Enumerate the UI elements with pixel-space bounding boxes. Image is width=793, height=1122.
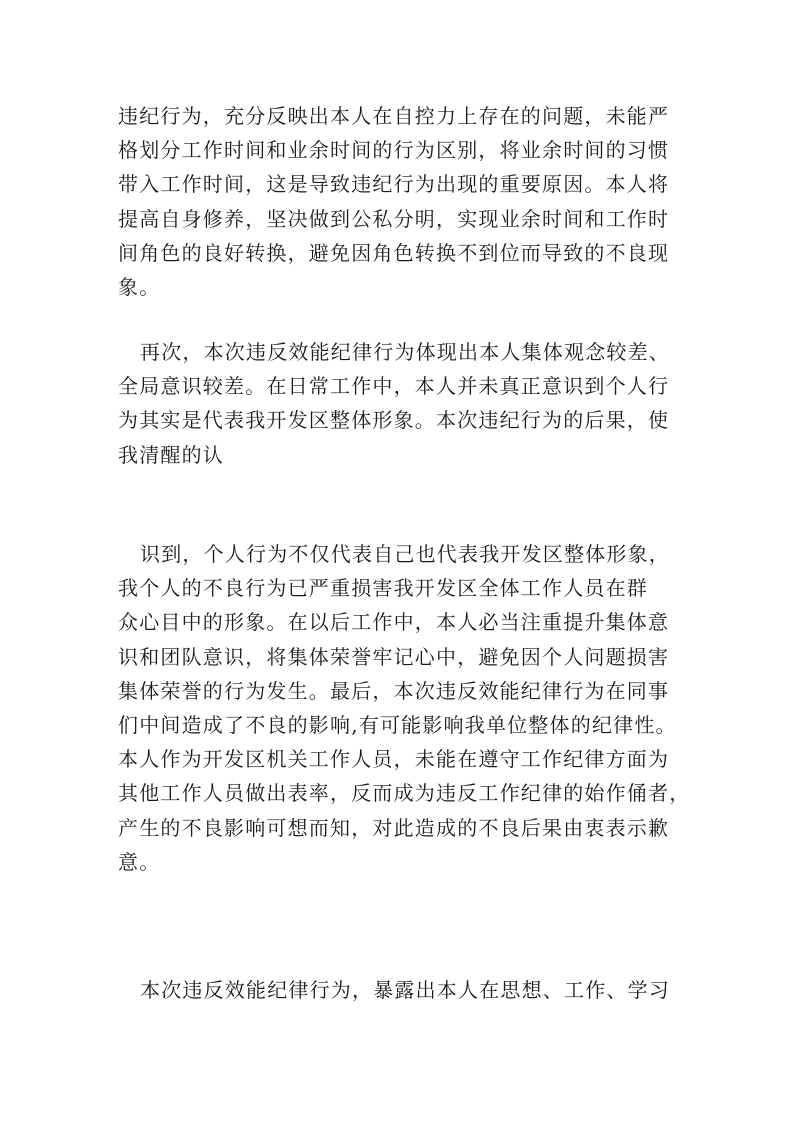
text-line: 为其实是代表我开发区整体形象。本次违纪行为的后果，使 — [118, 408, 670, 433]
paragraph-1 — [118, 99, 688, 304]
text-line: 们中间造成了不良的影响,有可能影响我单位整体的纪律性。 — [118, 712, 677, 737]
paragraph-2 — [118, 335, 688, 472]
text-line: 格划分工作时间和业余时间的行为区别，将业余时间的习惯 — [118, 138, 670, 163]
text-line: 我清醒的认 — [118, 442, 224, 467]
text-line: 集体荣誉的行为发生。最后，本次违反效能纪律行为在同事 — [118, 678, 670, 703]
text-line: 象。 — [118, 274, 161, 299]
text-line: 带入工作时间，这是导致违纪行为出现的重要原因。本人将 — [118, 172, 670, 197]
text-line: 产生的不良影响可想而知，对此造成的不良后果由衷表示歉 — [118, 815, 670, 840]
text-line: 我个人的不良行为已严重损害我开发区全体工作人员在群 — [118, 576, 648, 601]
text-line: 全局意识较差。在日常工作中，本人并未真正意识到个人行 — [118, 374, 670, 399]
text-line: 本次违反效能纪律行为，暴露出本人在思想、工作、学习 — [140, 978, 670, 1002]
text-line: 违纪行为，充分反映出本人在自控力上存在的问题，未能严 — [118, 104, 670, 128]
text-line: 众心目中的形象。在以后工作中，本人必当注重提升集体意 — [118, 610, 670, 635]
text-line: 识到，个人行为不仅代表自己也代表我开发区整体形象， — [140, 542, 670, 566]
text-line: 意。 — [118, 849, 161, 874]
text-line: 再次，本次违反效能纪律行为体现出本人集体观念较差、 — [140, 340, 670, 364]
text-line: 间角色的良好转换，避免因角色转换不到位而导致的不良现 — [118, 240, 670, 265]
text-line: 识和团队意识，将集体荣誉牢记心中，避免因个人问题损害 — [118, 644, 670, 669]
text-line: 提高自身修养，坚决做到公私分明，实现业余时间和工作时 — [118, 206, 670, 231]
paragraph-3 — [118, 537, 691, 879]
text-line: 本人作为开发区机关工作人员，未能在遵守工作纪律方面为 — [118, 747, 670, 772]
text-line: 其他工作人员做出表率，反而成为违反工作纪律的始作俑者， — [118, 781, 691, 806]
paragraph-4 — [118, 973, 688, 1007]
